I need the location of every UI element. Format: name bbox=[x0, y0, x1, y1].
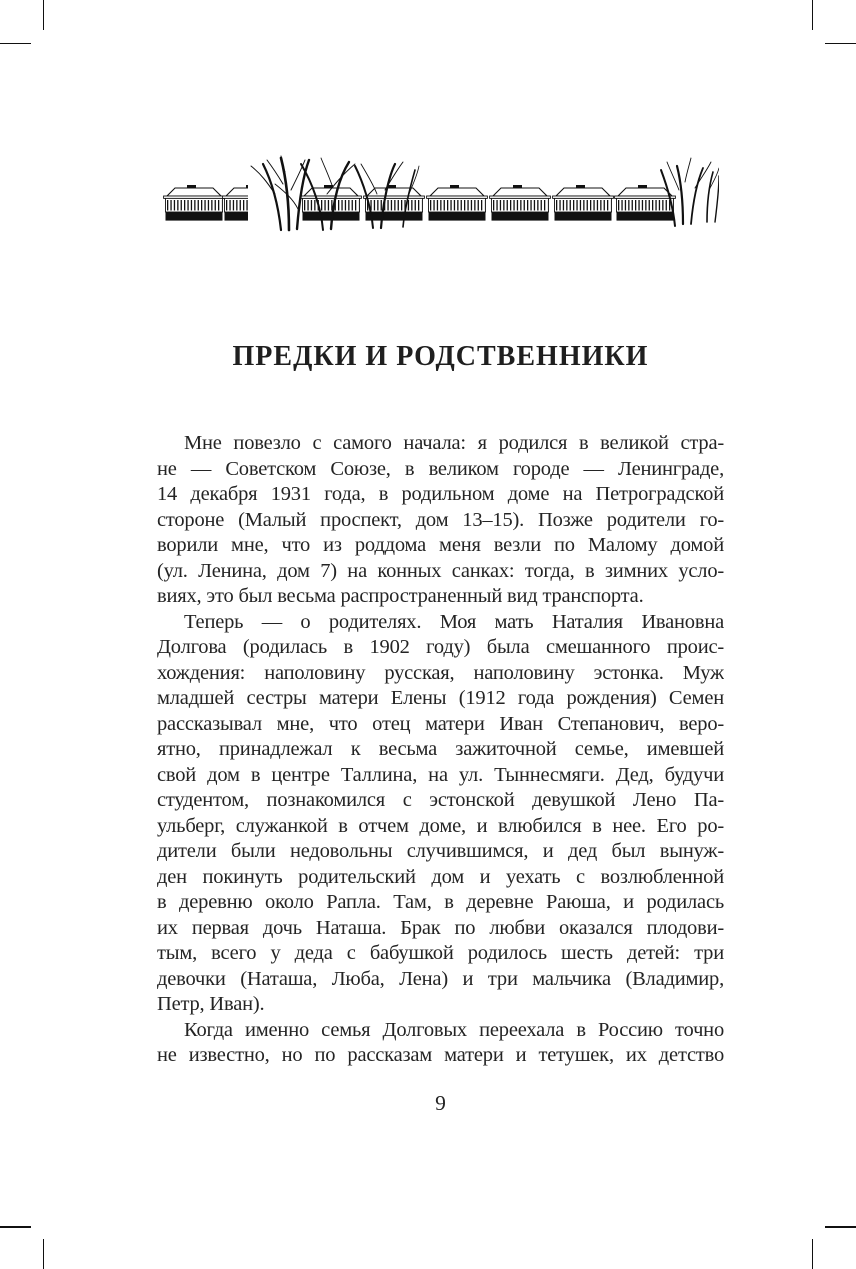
text-line: Петр, Иван). bbox=[157, 993, 265, 1015]
crop-mark-bottom-right-vertical bbox=[812, 1239, 813, 1269]
text-line: Долгова (родилась в 1902 году) была смешанного проис- bbox=[157, 636, 724, 658]
text-line: 14 декабря 1931 года, в родильном доме на Петроградской bbox=[157, 483, 724, 505]
text-line: младшей сестры матери Елены (1912 года рождения) Семен bbox=[157, 687, 724, 709]
crop-mark-bottom-left-horizontal bbox=[0, 1226, 31, 1227]
text-line: стороне (Малый проспект, дом 13–15). Позже родители го- bbox=[157, 508, 724, 531]
text-line: (ул. Ленина, дом 7) на конных санках: тогда, в зимних усло- bbox=[157, 559, 724, 582]
crop-mark-top-left-vertical bbox=[43, 0, 44, 30]
text-line: девочки (Наташа, Люба, Лена) и три мальчика (Владимир, bbox=[157, 967, 724, 990]
crop-mark-top-right-vertical bbox=[812, 0, 813, 30]
barracks-and-trees-illustration bbox=[163, 154, 719, 234]
text-line: не — Советском Союзе, в великом городе — Ленинграде, bbox=[157, 457, 724, 480]
crop-mark-bottom-right-horizontal bbox=[825, 1226, 856, 1227]
chapter-title: ПРЕДКИ И РОДСТВЕННИКИ bbox=[232, 341, 649, 372]
text-line: не известно, но по рассказам матери и тетушек, их детство bbox=[157, 1044, 724, 1066]
text-line: ворили мне, что из роддома меня везли по Малому домой bbox=[157, 534, 724, 556]
crop-mark-top-right-horizontal bbox=[825, 43, 856, 44]
text-line: рассказывал мне, что отец матери Иван Степанович, веро- bbox=[157, 712, 724, 735]
text-line: Теперь — о родителях. Моя мать Наталия Ивановна bbox=[184, 610, 724, 633]
text-line: дители были недовольны случившимся, и дед был вынуж- bbox=[157, 840, 724, 862]
crop-mark-top-left-horizontal bbox=[0, 43, 31, 44]
text-line: хождения: наполовину русская, наполовину эстонка. Муж bbox=[157, 661, 724, 684]
text-line: Мне повезло с самого начала: я родился в великой стра- bbox=[184, 432, 724, 454]
text-line: ульберг, служанкой в отчем доме, и влюбился в нее. Его ро- bbox=[157, 814, 724, 837]
text-line: студентом, познакомился с эстонской девушкой Лено Па- bbox=[157, 789, 724, 811]
paragraph bbox=[157, 1018, 724, 1069]
paragraph bbox=[157, 610, 724, 1018]
text-line: тым, всего у деда с бабушкой родилось шесть детей: три bbox=[157, 942, 724, 964]
text-line: в деревню около Рапла. Там, в деревне Раюша, и родилась bbox=[157, 891, 724, 913]
text-line: ден покинуть родительский дом и уехать с возлюбленной bbox=[157, 865, 724, 888]
crop-mark-bottom-left-vertical bbox=[43, 1239, 44, 1269]
text-line: виях, это был весьма распространенный вид транспорта. bbox=[157, 585, 644, 607]
paragraph bbox=[157, 431, 724, 610]
text-line: их первая дочь Наташа. Брак по любви оказался плодови- bbox=[157, 916, 724, 939]
text-line: Когда именно семья Долговых переехала в Россию точно bbox=[184, 1018, 724, 1041]
page-number: 9 bbox=[435, 1091, 446, 1115]
text-line: свой дом в центре Таллина, на ул. Тыннесмяги. Дед, будучи bbox=[157, 763, 724, 786]
text-line: ятно, принадлежал к весьма зажиточной семье, имевшей bbox=[157, 738, 724, 760]
body-text bbox=[157, 431, 724, 1069]
